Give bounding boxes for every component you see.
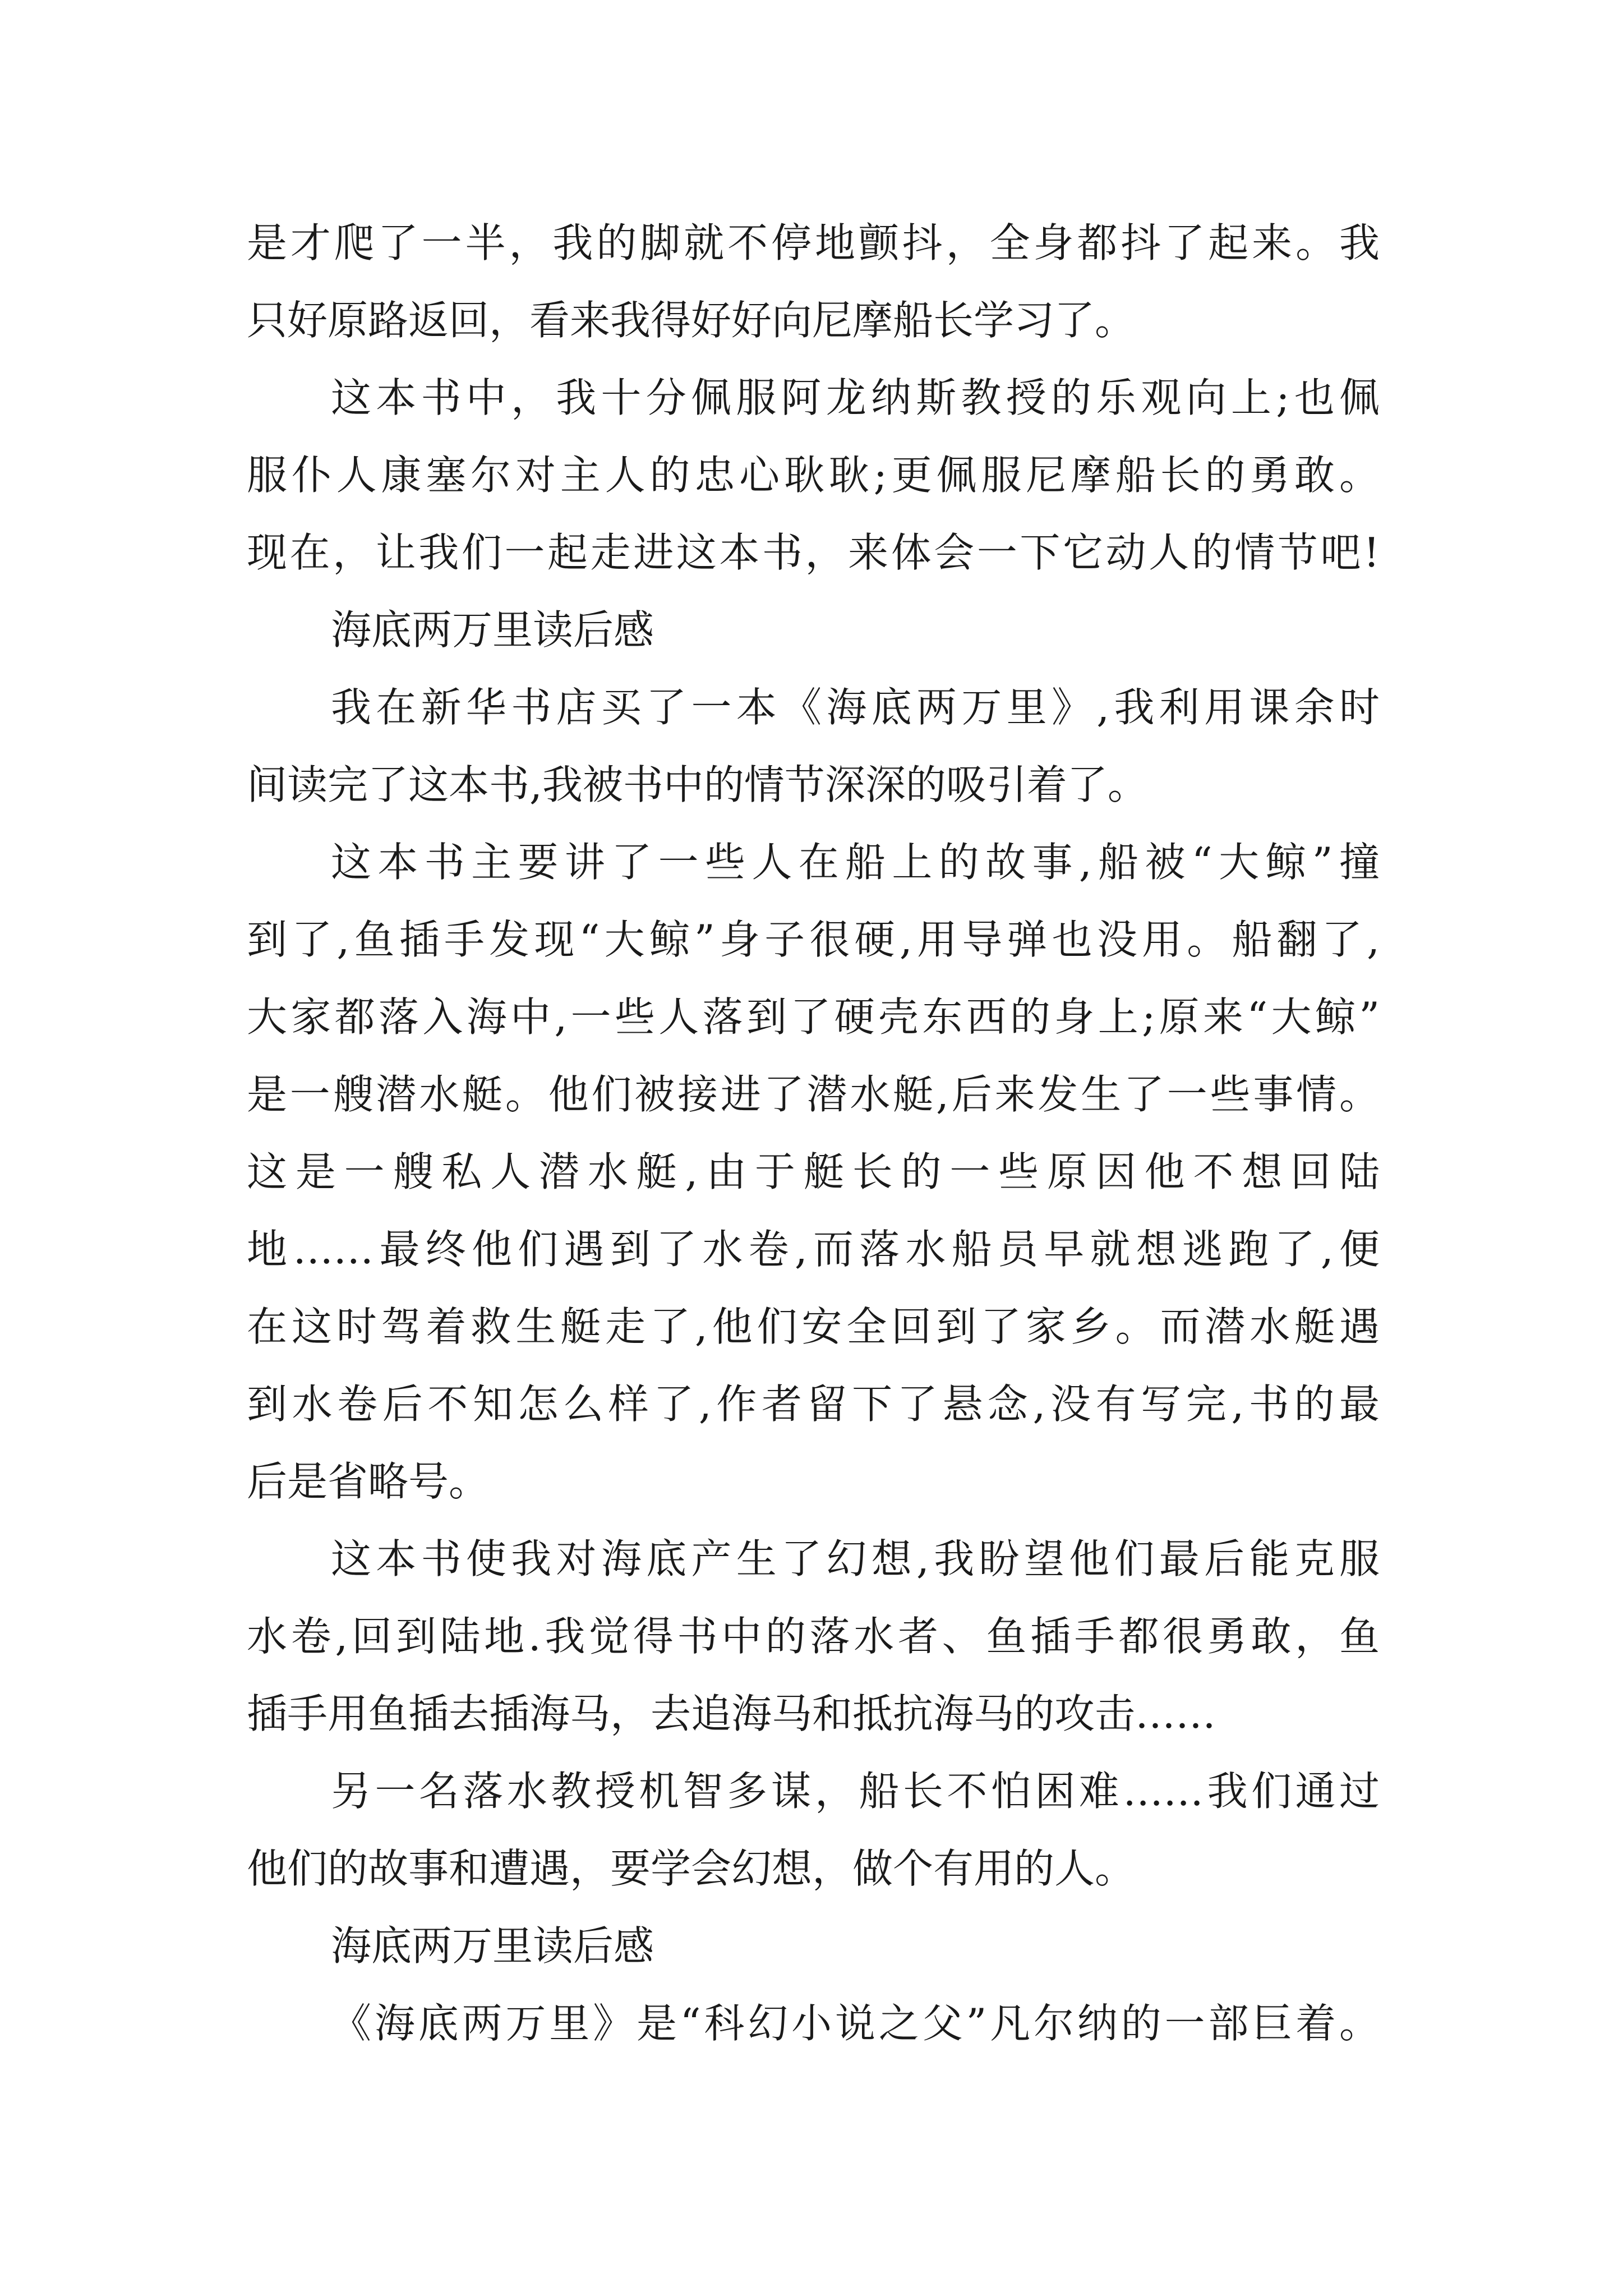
text-line: 后是省略号。	[247, 1458, 490, 1505]
text-line: 服仆人康塞尔对主人的忠心耿耿;更佩服尼摩船长的勇敢。	[247, 452, 1380, 499]
text-line: 他们的故事和遭遇，要学会幻想，做个有用的人。	[247, 1845, 1136, 1892]
paragraph-first-line: 《海底两万里》是“科幻小说之父”凡尔纳的一部巨着。	[331, 2000, 1380, 2047]
section-heading: 海底两万里读后感	[331, 606, 654, 654]
text-line: 在这时驾着救生艇走了,他们安全回到了家乡。而潜水艇遇	[247, 1303, 1380, 1350]
text-line: 间读完了这本书,我被书中的情节深深的吸引着了。	[247, 761, 1148, 808]
body-text	[247, 204, 1380, 2062]
text-line: 水卷,回到陆地.我觉得书中的落水者、鱼插手都很勇敢，鱼	[247, 1613, 1380, 1660]
paragraph-first-line: 这本书中，我十分佩服阿龙纳斯教授的乐观向上;也佩	[331, 374, 1380, 421]
text-line: 现在，让我们一起走进这本书，来体会一下它动人的情节吧!	[247, 529, 1380, 576]
text-line: 到水卷后不知怎么样了,作者留下了悬念,没有写完,书的最	[247, 1381, 1380, 1428]
paragraph-first-line: 另一名落水教授机智多谋，船长不怕困难……我们通过	[331, 1768, 1380, 1815]
text-line: 到了,鱼插手发现“大鲸”身子很硬,用导弹也没用。船翻了,	[247, 916, 1380, 963]
text-line: 只好原路返回，看来我得好好向尼摩船长学习了。	[247, 297, 1136, 344]
text-line: 地……最终他们遇到了水卷,而落水船员早就想逃跑了,便	[247, 1226, 1380, 1273]
text-line: 是才爬了一半，我的脚就不停地颤抖，全身都抖了起来。我	[247, 219, 1380, 266]
paragraph-first-line: 我在新华书店买了一本《海底两万里》,我利用课余时	[331, 684, 1380, 731]
text-line: 插手用鱼插去插海马，去追海马和抵抗海马的攻击……	[247, 1690, 1216, 1737]
paragraph-first-line: 这本书使我对海底产生了幻想,我盼望他们最后能克服	[331, 1535, 1380, 1582]
section-heading: 海底两万里读后感	[331, 1922, 654, 1970]
text-line: 是一艘潜水艇。他们被接进了潜水艇,后来发生了一些事情。	[247, 1071, 1380, 1118]
paragraph-first-line: 这本书主要讲了一些人在船上的故事,船被“大鲸”撞	[331, 839, 1380, 886]
text-line: 大家都落入海中,一些人落到了硬壳东西的身上;原来“大鲸”	[247, 993, 1380, 1041]
text-line: 这是一艘私人潜水艇,由于艇长的一些原因他不想回陆	[247, 1148, 1380, 1195]
